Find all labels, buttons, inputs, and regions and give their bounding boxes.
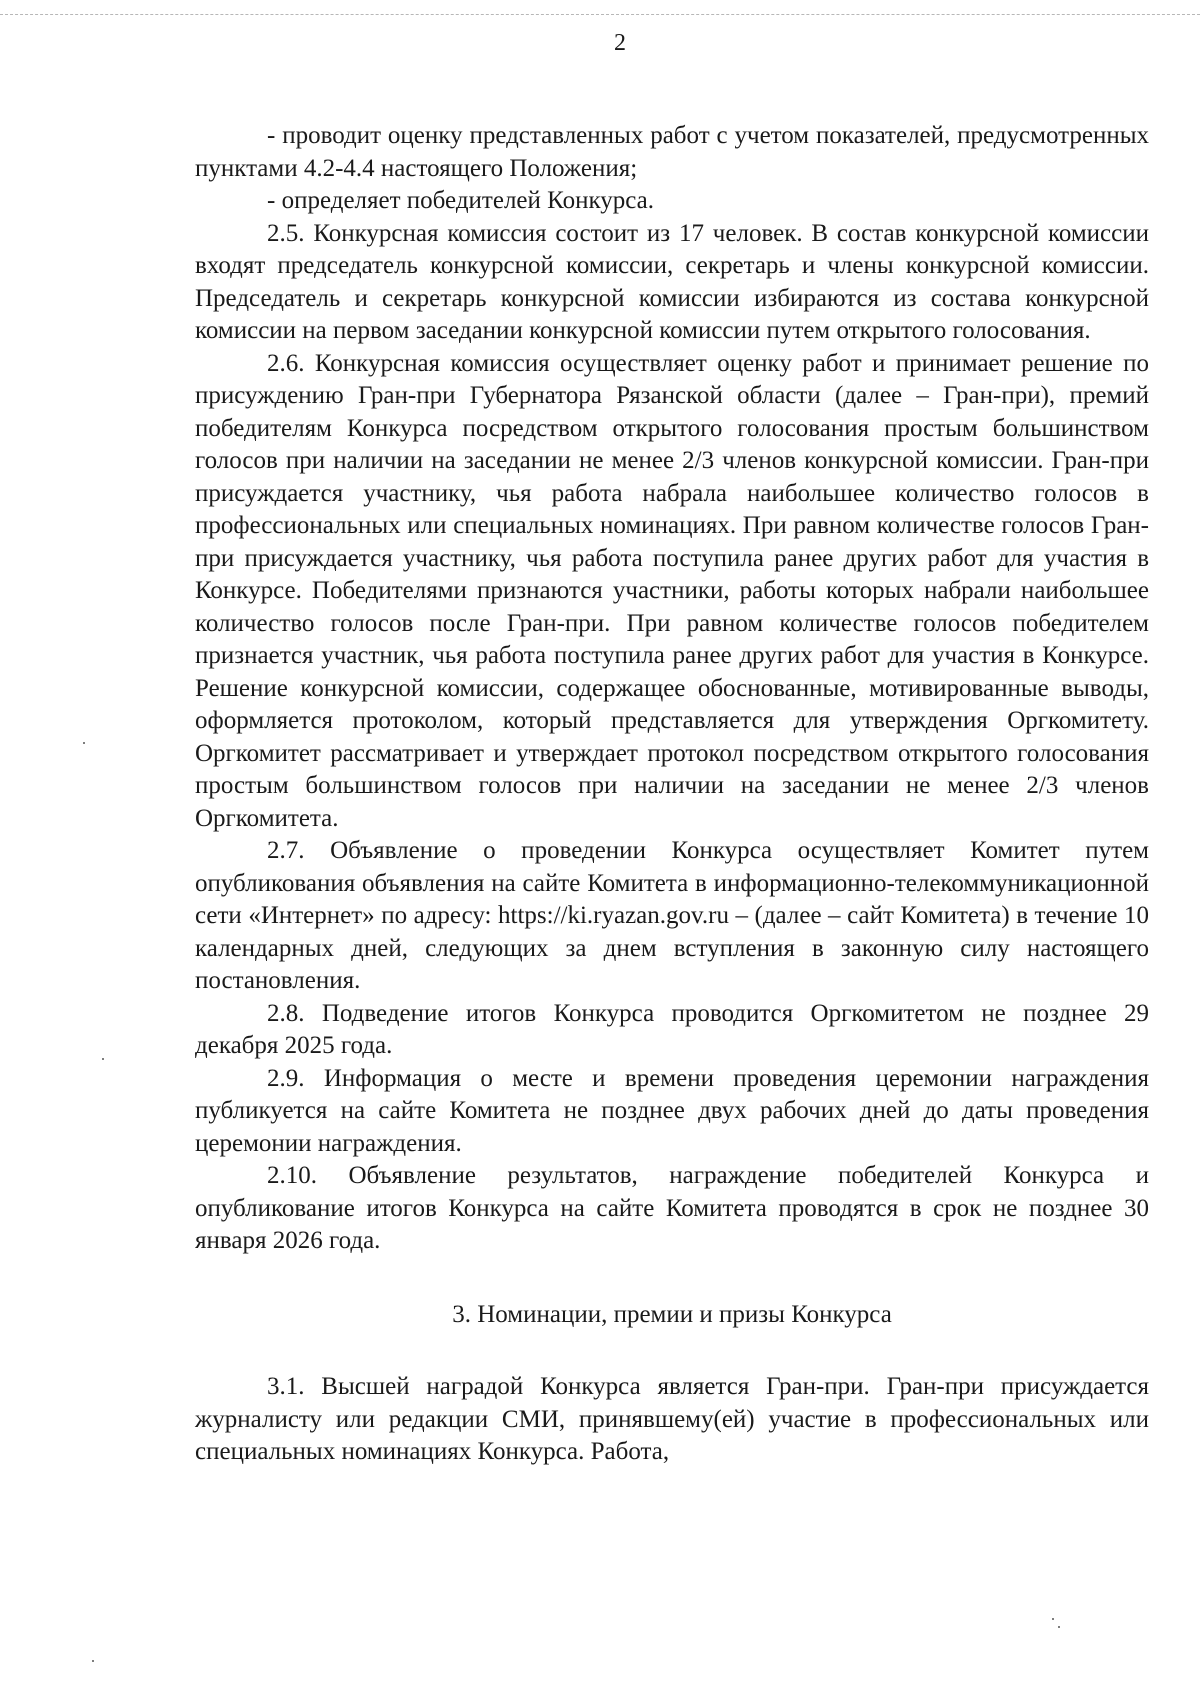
paragraph-2-8: 2.8. Подведение итогов Конкурса проводится Оргкомитетом не позднее 29 декабря 2025 года. [195, 999, 1149, 1059]
scan-speck [92, 1660, 94, 1662]
scan-speck [102, 1058, 104, 1060]
page-number: 2 [614, 30, 626, 56]
scan-speck [83, 742, 85, 744]
paragraph-winners: - определяет победителей Конкурса. [267, 187, 654, 214]
document-body [195, 120, 1149, 1469]
paragraph-2-10: 2.10. Объявление результатов, награждение победителей Конкурса и опубликование итогов Конкурса на сайте Комитета проводятся в срок не позднее 30 января 2026 года. [195, 1162, 1149, 1254]
section-heading: 3. Номинации, премии и призы Конкурса [452, 1300, 892, 1328]
scan-speck [1058, 1626, 1060, 1628]
scan-edge-artifact [0, 14, 1200, 19]
paragraph-3-1: 3.1. Высшей наградой Конкурса является Гран-при. Гран-при присуждается журналисту или редакции СМИ, принявшему(ей) участие в профессиональных или специальных номинациях Конкурса. Работа, [195, 1373, 1149, 1465]
paragraph-evaluation: - проводит оценку представленных работ с учетом показателей, предусмотренных пунктами 4.2-4.4 настоящего Положения; [195, 122, 1149, 182]
paragraph-2-6: 2.6. Конкурсная комиссия осуществляет оценку работ и принимает решение по присуждению Гран-при Губернатора Рязанской области (далее – Гран-при), премий победителям Конкурса посредством открытого голосования простым большинством голосов при наличии на заседании не менее 2/3 членов конкурсной комиссии. Гран-при присуждается участнику, чья работа набрала наибольшее количество голосов в профессиональных или специальных номинациях. При равном количестве голосов Гран-при присуждается участнику, чья работа поступила ранее других работ для участия в Конкурсе. Победителями признаются участники, работы которых набрали наибольшее количество голосов после Гран-при. При равном количестве голосов победителем признается участник, чья работа поступила ранее других работ для участия в Конкурсе. Решение конкурсной комиссии, содержащее обоснованные, мотивированные выводы, оформляется протоколом, который представляется для утверждения Оргкомитету. Оргкомитет рассматривает и утверждает протокол посредством открытого голосования простым большинством голосов при наличии на заседании не менее 2/3 членов Оргкомитета. [195, 349, 1149, 832]
scan-speck [1052, 1618, 1054, 1620]
paragraph-2-5: 2.5. Конкурсная комиссия состоит из 17 человек. В состав конкурсной комиссии входят председатель конкурсной комиссии, секретарь и члены конкурсной комиссии. Председатель и секретарь конкурсной комиссии избираются из состава конкурсной комиссии на первом заседании конкурсной комиссии путем открытого голосования. [195, 219, 1149, 344]
paragraph-2-7: 2.7. Объявление о проведении Конкурса осуществляет Комитет путем опубликования объявления на сайте Комитета в информационно-телекоммуникационной сети «Интернет» по адресу: https://ki.ryazan.gov.ru – (далее – сайт Комитета) в течение 10 календарных дней, следующих за днем вступления в законную силу настоящего постановления. [195, 837, 1149, 994]
paragraph-2-9: 2.9. Информация о месте и времени проведения церемонии награждения публикуется на сайте Комитета не позднее двух рабочих дней до даты проведения церемонии награждения. [195, 1064, 1149, 1157]
